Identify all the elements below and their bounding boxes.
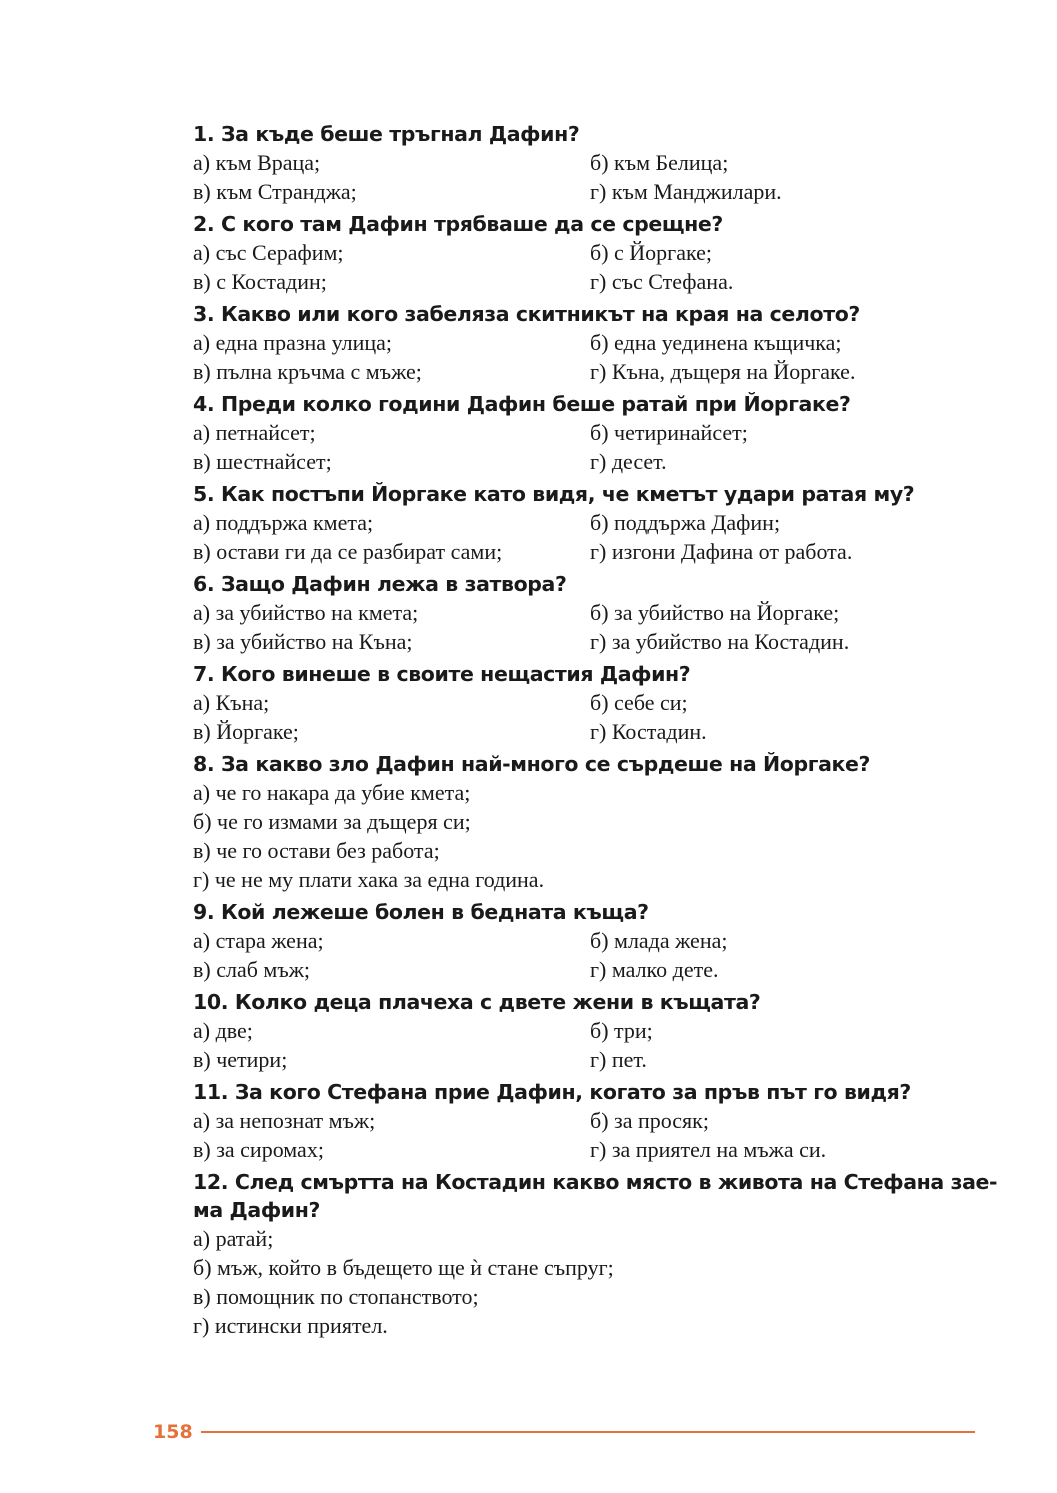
question-title: 1. За къде беше тръгнал Дафин? [193,122,580,146]
answer-option-v: в) помощник по стопанството; [193,1284,479,1309]
question-title: 11. За кого Стефана прие Дафин, когато за пръв път го видя? [193,1080,911,1104]
answer-option-a: а) стара жена; [193,928,324,953]
answer-option-b: б) четиринайсет; [590,420,748,445]
question-4 [193,390,993,476]
answer-options [193,148,993,206]
answer-options [193,598,993,656]
answer-option-b: б) три; [590,1018,653,1043]
question-5 [193,480,993,566]
answer-option-g: г) към Манджилари. [590,179,782,204]
answer-option-v: в) към Странджа; [193,179,357,204]
question-title-line-1: 12. След смъртта на Костадин какво място в живота на Стефана зае- [193,1170,998,1194]
question-title: 2. С кого там Дафин трябваше да се срещне? [193,212,723,236]
answer-option-v: в) че го остави без работа; [193,838,440,863]
answer-option-a: а) за непознат мъж; [193,1108,376,1133]
question-12 [193,1168,998,1340]
answer-option-b: б) мъж, който в бъдещето ще ѝ стане съпруг; [193,1255,614,1280]
answer-options [193,1016,993,1074]
answer-option-v: в) остави ги да се разбират сами; [193,539,503,564]
answer-option-v: в) Йоргаке; [193,719,299,744]
question-title: 8. За какво зло Дафин най-много се сърдеше на Йоргаке? [193,752,871,776]
question-title: 5. Как постъпи Йоргаке като видя, че кметът удари ратая му? [193,482,915,506]
answer-options [193,926,993,984]
answer-option-a: а) че го накара да убие кмета; [193,780,471,805]
question-title: 10. Колко деца плачеха с двете жени в къщата? [193,990,761,1014]
answer-option-g: г) Къна, дъщеря на Йоргаке. [590,359,856,384]
question-title: 4. Преди колко години Дафин беше ратай при Йоргаке? [193,392,851,416]
question-title: 7. Кого винеше в своите нещастия Дафин? [193,662,691,686]
answer-option-v: в) четири; [193,1047,288,1072]
answer-option-b: б) млада жена; [590,928,728,953]
answer-option-g: г) изгони Дафина от работа. [590,539,853,564]
answer-option-b: б) за просяк; [590,1108,709,1133]
answer-option-b: б) себе си; [590,690,688,715]
question-title: 9. Кой лежеше болен в бедната къща? [193,900,649,924]
answer-option-a: а) две; [193,1018,253,1043]
question-9 [193,898,993,984]
page-number: 158 [153,1421,193,1443]
question-7 [193,660,993,746]
answer-option-g: г) истински приятел. [193,1313,388,1338]
answer-option-b: б) поддържа Дафин; [590,510,781,535]
answer-options [193,1106,993,1164]
answer-option-a: а) ратай; [193,1226,274,1251]
question-2 [193,210,993,296]
answer-options [193,778,993,894]
answer-options [193,238,993,296]
question-1 [193,120,993,206]
answer-option-a: а) към Враца; [193,150,321,175]
answer-option-g: г) със Стефана. [590,269,734,294]
answer-option-g: г) Костадин. [590,719,707,744]
answer-option-a: а) петнайсет; [193,420,316,445]
answer-option-v: в) за сиромах; [193,1137,324,1162]
answer-option-g: г) че не му плати хака за една година. [193,867,545,892]
answer-options [193,418,993,476]
question-6 [193,570,993,656]
answer-option-a: а) една празна улица; [193,330,392,355]
question-title: 3. Какво или кого забеляза скитникът на края на селото? [193,302,860,326]
answer-options [193,1224,993,1340]
answer-option-g: г) за приятел на мъжа си. [590,1137,827,1162]
answer-option-g: г) десет. [590,449,667,474]
footer-rule [201,1431,975,1433]
answer-option-b: б) една уединена къщичка; [590,330,842,355]
question-3 [193,300,993,386]
answer-option-v: в) шестнайсет; [193,449,332,474]
answer-option-v: в) за убийство на Къна; [193,629,413,654]
answer-options [193,688,993,746]
question-11 [193,1078,993,1164]
question-8 [193,750,993,894]
question-10 [193,988,993,1074]
answer-option-b: б) че го измами за дъщеря си; [193,809,471,834]
answer-option-g: г) малко дете. [590,957,719,982]
answer-option-g: г) пет. [590,1047,647,1072]
question-title-line-2: ма Дафин? [193,1198,320,1222]
answer-option-b: б) за убийство на Йоргаке; [590,600,840,625]
answer-option-v: в) с Костадин; [193,269,327,294]
answer-option-a: а) със Серафим; [193,240,344,265]
answer-option-a: а) Къна; [193,690,270,715]
answer-option-v: в) пълна кръчма с мъже; [193,359,422,384]
answer-option-g: г) за убийство на Костадин. [590,629,850,654]
answer-option-b: б) към Белица; [590,150,729,175]
answer-options [193,328,993,386]
page-footer [153,1418,975,1446]
question-list [193,120,998,1344]
answer-options [193,508,993,566]
answer-option-a: а) поддържа кмета; [193,510,374,535]
answer-option-a: а) за убийство на кмета; [193,600,419,625]
answer-option-v: в) слаб мъж; [193,957,311,982]
answer-option-b: б) с Йоргаке; [590,240,712,265]
question-title: 6. Защо Дафин лежа в затвора? [193,572,567,596]
